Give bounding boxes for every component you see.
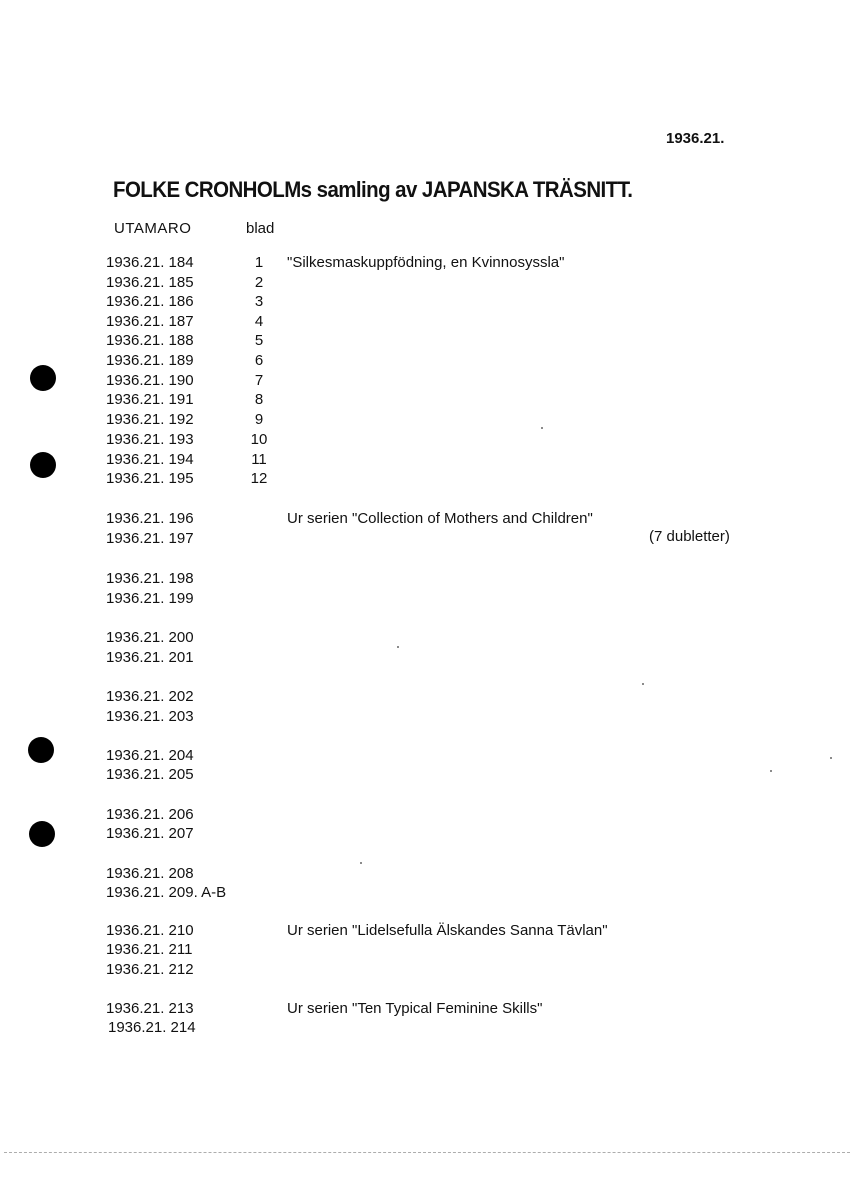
series-description: Ur serien "Collection of Mothers and Children" [287,510,593,527]
inventory-number: 1936.21. 184 [106,254,194,271]
blad-number: 8 [254,391,264,408]
inventory-number: 1936.21. 199 [106,590,194,607]
inventory-number: 1936.21. 194 [106,451,194,468]
inventory-number: 1936.21. 196 [106,510,194,527]
blad-number: 7 [254,372,264,389]
punch-hole [29,821,55,847]
scan-speck [770,770,772,772]
blad-number: 2 [254,274,264,291]
inventory-number: 1936.21. 192 [106,411,194,428]
inventory-number: 1936.21. 197 [106,530,194,547]
inventory-number: 1936.21. 208 [106,865,194,882]
inventory-number: 1936.21. 203 [106,708,194,725]
blad-number: 1 [254,254,264,271]
blad-column-header: blad [246,220,275,237]
inventory-number: 1936.21. 191 [106,391,194,408]
series-description: Ur serien "Ten Typical Feminine Skills" [287,1000,543,1017]
page-title: FOLKE CRONHOLMs samling av JAPANSKA TRÄSNITT. [113,177,633,202]
blad-number: 9 [254,411,264,428]
inventory-number: 1936.21. 202 [106,688,194,705]
inventory-number: 1936.21. 213 [106,1000,194,1017]
inventory-number: 1936.21. 210 [106,922,194,939]
scan-speck [541,427,543,429]
inventory-number: 1936.21. 190 [106,372,194,389]
inventory-number: 1936.21. 198 [106,570,194,587]
punch-hole [30,452,56,478]
blad-number: 10 [250,431,268,448]
scan-speck [642,683,644,685]
inventory-number: 1936.21. 209. A-B [106,884,227,901]
inventory-number: 1936.21. 201 [106,649,194,666]
blad-number: 12 [250,470,268,487]
scan-edge-line [4,1152,850,1153]
inventory-number: 1936.21. 189 [106,352,194,369]
series-description: Ur serien "Lidelsefulla Älskandes Sanna Tävlan" [287,922,608,939]
blad-number: 11 [251,451,267,468]
inventory-number: 1936.21. 204 [106,747,194,764]
inventory-number: 1936.21. 185 [106,274,194,291]
inventory-number: 1936.21. 212 [106,961,194,978]
scan-speck [830,757,832,759]
artist-column-header: UTAMARO [114,220,192,237]
inventory-number: 1936.21. 200 [106,629,194,646]
item-description: "Silkesmaskuppfödning, en Kvinnosyssla" [287,254,565,271]
punch-hole [30,365,56,391]
inventory-number: 1936.21. 188 [106,332,194,349]
inventory-number: 1936.21. 195 [106,470,194,487]
inventory-number: 1936.21. 211 [106,941,193,958]
blad-number: 3 [254,293,264,310]
duplicates-note: (7 dubletter) [649,528,730,545]
inventory-number: 1936.21. 193 [106,431,194,448]
scan-speck [360,862,362,864]
document-number: 1936.21. [666,130,725,147]
punch-hole [28,737,54,763]
blad-number: 4 [254,313,264,330]
inventory-number: 1936.21. 187 [106,313,194,330]
inventory-number: 1936.21. 207 [106,825,194,842]
blad-number: 5 [254,332,264,349]
blad-number: 6 [254,352,264,369]
inventory-number: 1936.21. 186 [106,293,194,310]
inventory-number: 1936.21. 205 [106,766,194,783]
scan-speck [397,646,399,648]
inventory-number: 1936.21. 206 [106,806,194,823]
inventory-number: 1936.21. 214 [108,1019,196,1036]
